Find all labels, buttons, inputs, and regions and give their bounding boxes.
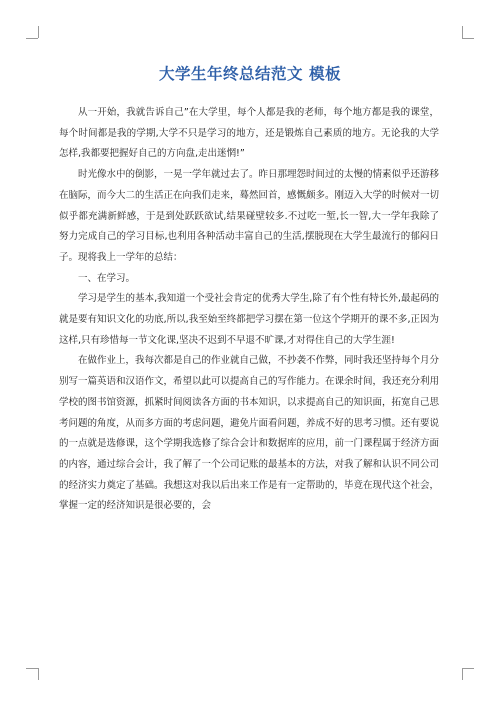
document-body: [59, 103, 439, 517]
section-heading-study: 一、在学习。: [78, 272, 136, 284]
paragraph-study: 学习是学生的基本,我知道一个受社会肯定的优秀大学生,除了有个性有特长外,最起码的就是要有知识文化的功底,所以,我至始至终都把学习摆在第一位这个学期开的课不多,正因为这样,只有珍惜每一节文化课,坚决不迟到不早退不旷课,才对得住自己的大学生涯!: [59, 293, 439, 346]
paragraph-homework: 在做作业上，我每次都是自己的作业就自己做，不抄袭不作弊，同时我还坚持每个月分别写一篇英语和汉语作文，希望以此可以提高自己的写作能力。在课余时间，我还充分利用学校的图书馆资源，抓紧时间阅读各方面的书本知识，以求提高自己的知识面，拓宽自己思考问题的角度，从而多方面的考虑问题，避免片面看问题，养成不好的思考习惯。还有要说的一点就是选修课，这个学期我选修了综合会计和数据库的应用，前一门课程属于经济方面的内容，通过综合会计，我了解了一个公司记账的最基本的方法，对我了解和认识不同公司的经济实力奠定了基础。我想这对我以后出来工作是有一定帮助的，毕竟在现代这个社会，掌握一定的经济知识是很必要的，会: [59, 355, 440, 512]
paragraph-reflection: 时光像水中的倒影，一晃一学年就过去了。昨日那埋怨时间过的太慢的情素似乎还游移在脑际，而今大二的生活正在向我们走来，蓦然回首，感慨颇多。刚迈入大学的时候对一切似乎都充满新鲜感，于是到处跃跃欲试,结果碰壁较多.不过吃一堑,长一智,大一学年我除了努力完成自己的学习目标,也利用各种活动丰富自己的生活,摆脱现在大学生最流行的郁闷日子。现将我上一学年的总结：: [59, 169, 440, 263]
paragraph-intro: 从一开始，我就告诉自己”在大学里，每个人都是我的老师，每个地方都是我的课堂，每个时间都是我的学期,大学不只是学习的地方，还是锻炼自己素质的地方。无论我的大学怎样,我都要把握好自己的方向盘,走出迷惘!”: [59, 107, 439, 160]
document-title: 大学生年终总结范文 模板: [159, 65, 341, 83]
